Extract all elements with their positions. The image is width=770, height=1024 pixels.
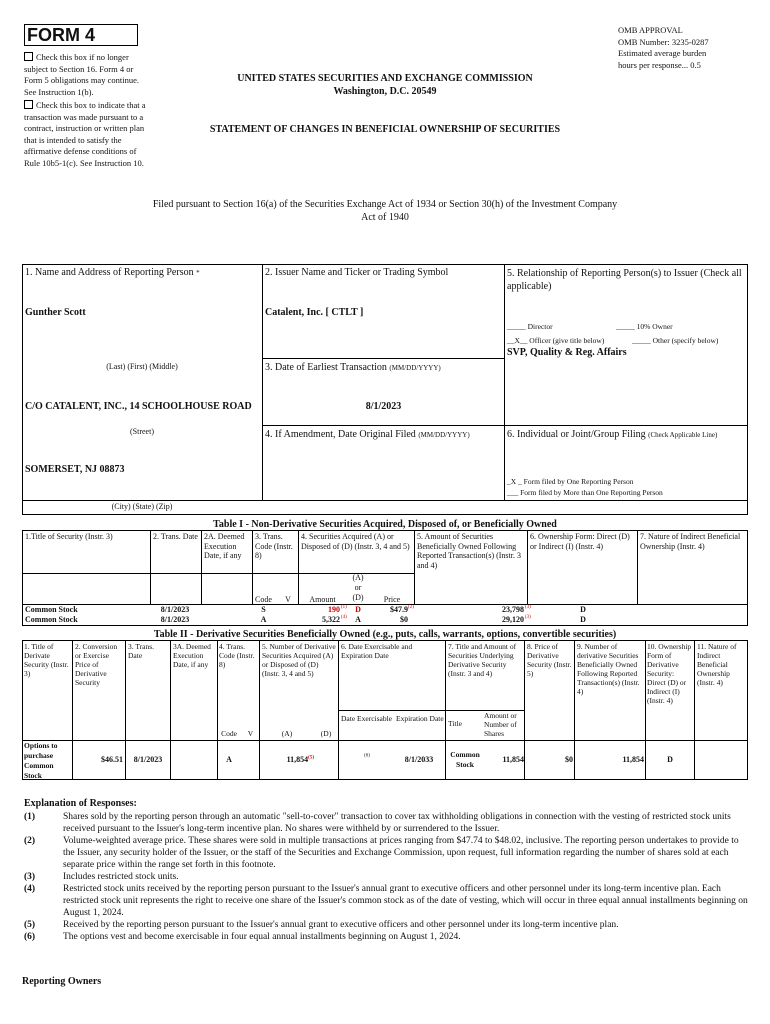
checkbox-rule-10b5-1[interactable] [24, 100, 150, 169]
t1-row-form: D [580, 605, 586, 614]
label-text: 1. Name and Address of Reporting Person [25, 267, 194, 278]
street-caption: (Street) [130, 427, 154, 436]
t1-sub-v: V [285, 595, 291, 604]
label-text: 6. Individual or Joint/Group Filing [507, 429, 646, 440]
reporting-box [22, 264, 748, 515]
t1-row-code: S [261, 605, 266, 614]
t1-sub-code: Code [255, 595, 272, 604]
footnote [24, 931, 748, 943]
t1-row-owned: 23,798 [502, 605, 524, 614]
checkbox1-label: Check this box if no longer subject to Section 16. Form 4 or Form 5 obligations may continue. See Instruction 1(b). [24, 52, 139, 97]
t1-row-code: A [260, 615, 267, 624]
footnote-ref[interactable]: (6) [364, 753, 370, 759]
filing-more: ___ Form filed by More than One Reporting Person [507, 488, 663, 497]
checkbox-no-longer-subject[interactable] [24, 52, 150, 98]
t2-row-deriv-price: $0 [565, 755, 573, 764]
t2-h4: 4. Trans. Code (Instr. 8) [219, 642, 255, 669]
t2-h1: 1. Title of Derivate Security (Instr. 3) [24, 642, 69, 678]
earliest-date-label [265, 362, 441, 374]
reporting-address: C/O CATALENT, INC., 14 SCHOOLHOUSE ROAD [25, 401, 252, 412]
t2-row-acquired [262, 755, 314, 765]
omb-line: OMB APPROVAL [618, 25, 683, 35]
reporting-person-label [25, 267, 200, 279]
t2-row-price: $46.51 [101, 755, 123, 764]
t2-h10: 10. Ownership Form of Derivative Security: Direct (D) or Indirect (I) (Instr. 4) [647, 642, 692, 705]
t2-h6: 6. Date Exercisable and Expiration Date [341, 642, 413, 660]
label-mark: * [196, 269, 200, 277]
value: 11,854 [286, 755, 309, 764]
t2-row-date: 8/1/2023 [133, 755, 163, 764]
footnote-text: Restricted stock units received by the reporting person pursuant to the Issuer's annual grant to executive officers and other personnel under its long-term incentive plan. Each restricted stock unit represents the right to receive one share of the Issuer's common stock as of the date of vesting, which will occur in three equal annual installments beginning on August 1, 2024. [63, 884, 748, 918]
officer-title: SVP, Quality & Reg. Affairs [507, 347, 627, 358]
t2-sub-a: (A) [281, 729, 293, 738]
form-title: FORM 4 [24, 24, 138, 46]
t1-h7: 7. Nature of Indirect Beneficial Ownership (Instr. 4) [640, 532, 741, 551]
footnote-number: (6) [24, 932, 36, 942]
footnote [24, 919, 748, 931]
filing-label [507, 429, 745, 441]
t2-sub-exercisable: Date Exercisable [341, 714, 393, 723]
checkbox2-label: Check this box to indicate that a transaction was made pursuant to a contract, instruction or written plan that is intended to satisfy the affirmative defense conditions of Rule 10b5-1(c). See Instruction 10. [24, 100, 146, 168]
footnote [24, 883, 748, 919]
footnote-text: Shares sold by the reporting person through an automatic "sell-to-cover" transaction to cover tax withholding obligations in connection with the vesting of restricted stock units received pursuant to the Issuer's long-term incentive plan. No shares were withheld by or surrendered to the Issuer. [63, 812, 731, 834]
agency-location: Washington, D.C. 20549 [333, 86, 437, 97]
t1-h1: 1.Title of Security (Instr. 3) [25, 532, 113, 541]
name-parts-caption: (Last) (First) (Middle) [106, 362, 178, 371]
footnote-ref[interactable]: (4) [341, 615, 347, 620]
checkbox-icon[interactable] [24, 52, 33, 61]
t1-row-form: D [580, 615, 586, 624]
footnote-ref[interactable]: (2) [408, 605, 414, 610]
t1-h3: 3. Trans. Code (Instr. 8) [255, 532, 293, 561]
label-format: (MM/DD/YYYY) [389, 364, 441, 372]
issuer-label: 2. Issuer Name and Ticker or Trading Symbol [265, 267, 449, 278]
filed-pursuant: Filed pursuant to Section 16(a) of the Securities Exchange Act of 1934 or Section 30(h) of the Investment Company Act of 1940 [152, 199, 618, 223]
t1-row-date: 8/1/2023 [160, 615, 190, 624]
officer-option: __X__ Officer (give title below) [507, 336, 605, 345]
table2-title: Table II - Derivative Securities Beneficially Owned (e.g., puts, calls, warrants, options, convertible securities) [153, 629, 617, 640]
t1-sub-amount: Amount [309, 595, 336, 604]
ten-pct-option: _____ 10% Owner [616, 322, 673, 331]
footnote-number: (4) [24, 884, 36, 894]
t2-sub-expiration: Expiration Date [396, 714, 444, 723]
t1-row-aord: A [355, 615, 361, 624]
t2-h3: 3. Trans. Date [128, 642, 155, 660]
t2-h3a: 3A. Deemed Execution Date, if any [173, 642, 211, 669]
t2-row-form: D [667, 755, 673, 764]
t2-sub-code: Code [221, 729, 237, 738]
footnote-number: (2) [24, 836, 36, 846]
issuer-name: Catalent, Inc. [ CTLT ] [265, 307, 364, 318]
reporting-person-name: Gunther Scott [25, 307, 86, 318]
t2-h2: 2. Conversion or Exercise Price of Derivative Security [75, 642, 118, 687]
t2-row-under-title: Common Stock [450, 750, 480, 769]
t1-row-title: Common Stock [25, 605, 78, 614]
t2-sub-v: V [247, 729, 254, 738]
t1-row-date: 8/1/2023 [160, 605, 190, 614]
t1-h2a: 2A. Deemed Execution Date, if any [204, 532, 245, 561]
footnote [24, 871, 748, 883]
t1-sub-price: Price [383, 595, 401, 604]
footnote-number: (3) [24, 872, 36, 882]
t2-row-expiration: 8/1/2033 [404, 755, 434, 764]
t2-sub-amount: Amount or Number of Shares [484, 711, 517, 738]
t2-row-owned: 11,854 [622, 755, 644, 764]
footnote-text: Volume-weighted average price. These shares were sold in multiple transactions at prices ranging from $47.74 to $48.02, inclusive. The reporting person undertakes to provide to the Issuer, any security holder of the Issuer, or the staff of the Securities and Exchange Commission, upon request, full information regarding the number of shares sold at each separate price within the range set forth in this footnote. [63, 836, 739, 870]
t1-row-aord: D [355, 605, 361, 614]
checkbox-icon[interactable] [24, 100, 33, 109]
t1-h2: 2. Trans. Date [153, 532, 198, 541]
t2-sub-title: Title [448, 719, 462, 728]
explanation-heading: Explanation of Responses: [24, 798, 137, 809]
t1-row-price: $0 [400, 615, 408, 624]
footnote-text: The options vest and become exercisable in four equal annual installments beginning on August 1, 2024. [63, 932, 461, 942]
t1-row-price: $47.9 [390, 605, 408, 614]
omb-line: OMB Number: 3235-0287 [618, 36, 709, 47]
city-parts-caption: (City) (State) (Zip) [111, 502, 173, 511]
footnote [24, 811, 748, 835]
footnote-ref[interactable]: (3) [525, 615, 531, 620]
t2-row-exercisable [341, 753, 393, 763]
label-note: (Check Applicable Line) [648, 431, 718, 439]
omb-approval [618, 25, 758, 71]
t1-h6: 6. Ownership Form: Direct (D) or Indirect (I) (Instr. 4) [530, 532, 630, 551]
t1-row-amount: 5,322 [322, 615, 340, 624]
t2-row-under-amount: 11,854 [502, 755, 524, 764]
footnote-ref[interactable]: (3) [525, 605, 531, 610]
footnote-text: Received by the reporting person pursuant to the Issuer's annual grant to executive officers and other personnel under its long-term incentive plan. [63, 920, 619, 930]
reporting-owners-heading: Reporting Owners [22, 976, 102, 987]
filing-one: _X _ Form filed by One Reporting Person [507, 477, 634, 486]
footnote-ref[interactable]: (5) [308, 755, 314, 761]
label-format: (MM/DD/YYYY) [418, 431, 470, 439]
t1-h4: 4. Securities Acquired (A) or Disposed of (D) (Instr. 3, 4 and 5) [301, 532, 410, 551]
omb-line: Estimated average burden [618, 48, 707, 58]
director-option: _____ Director [507, 322, 553, 331]
t1-row-title: Common Stock [25, 615, 78, 624]
label-text: 3. Date of Earliest Transaction [265, 362, 387, 373]
t1-sub-aord: (A) or (D) [352, 573, 364, 602]
omb-line: hours per response... 0.5 [618, 59, 701, 70]
agency-name: UNITED STATES SECURITIES AND EXCHANGE COMMISSION [237, 73, 533, 84]
t1-row-owned: 29,120 [502, 615, 524, 624]
t2-h9: 9. Number of derivative Securities Beneficially Owned Following Reported Transaction(s) (Instr. 4) [577, 642, 640, 696]
relationship-label: 5. Relationship of Reporting Person(s) to Issuer (Check all applicable) [507, 268, 742, 292]
t2-h8: 8. Price of Derivative Security (Instr. 5) [527, 642, 572, 678]
t1-row-amount: 190 [328, 605, 340, 614]
statement-title: STATEMENT OF CHANGES IN BENEFICIAL OWNERSHIP OF SECURITIES [209, 124, 561, 135]
footnote [24, 835, 748, 871]
footnote-text: Includes restricted stock units. [63, 872, 179, 882]
amendment-label [265, 429, 470, 441]
t2-h5: 5. Number of Derivative Securities Acquired (A) or Disposed of (D) (Instr. 3, 4 and 5) [262, 642, 336, 678]
t2-h11: 11. Nature of Indirect Beneficial Ownership (Instr. 4) [697, 642, 737, 687]
label-text: 4. If Amendment, Date Original Filed [265, 429, 416, 440]
reporting-city: SOMERSET, NJ 08873 [25, 464, 125, 475]
footnote-number: (5) [24, 920, 36, 930]
t2-row-title: Options to purchase Common Stock [24, 741, 58, 780]
table1-title: Table I - Non-Derivative Securities Acquired, Disposed of, or Beneficially Owned [213, 519, 557, 530]
footnote-number: (1) [24, 812, 36, 822]
t2-row-code: A [226, 755, 232, 764]
explanation-notes [24, 811, 748, 943]
footnote-ref[interactable]: (1) [341, 605, 347, 610]
t2-sub-d: (D) [320, 729, 332, 738]
earliest-date-value: 8/1/2023 [365, 401, 402, 412]
t2-h7: 7. Title and Amount of Securities Underlying Derivative Security (Instr. 3 and 4) [448, 642, 517, 678]
t1-h5: 5. Amount of Securities Beneficially Owned Following Reported Transaction(s) (Instr. 3 and 4) [417, 532, 521, 570]
other-option: _____ Other (specify below) [632, 336, 719, 345]
